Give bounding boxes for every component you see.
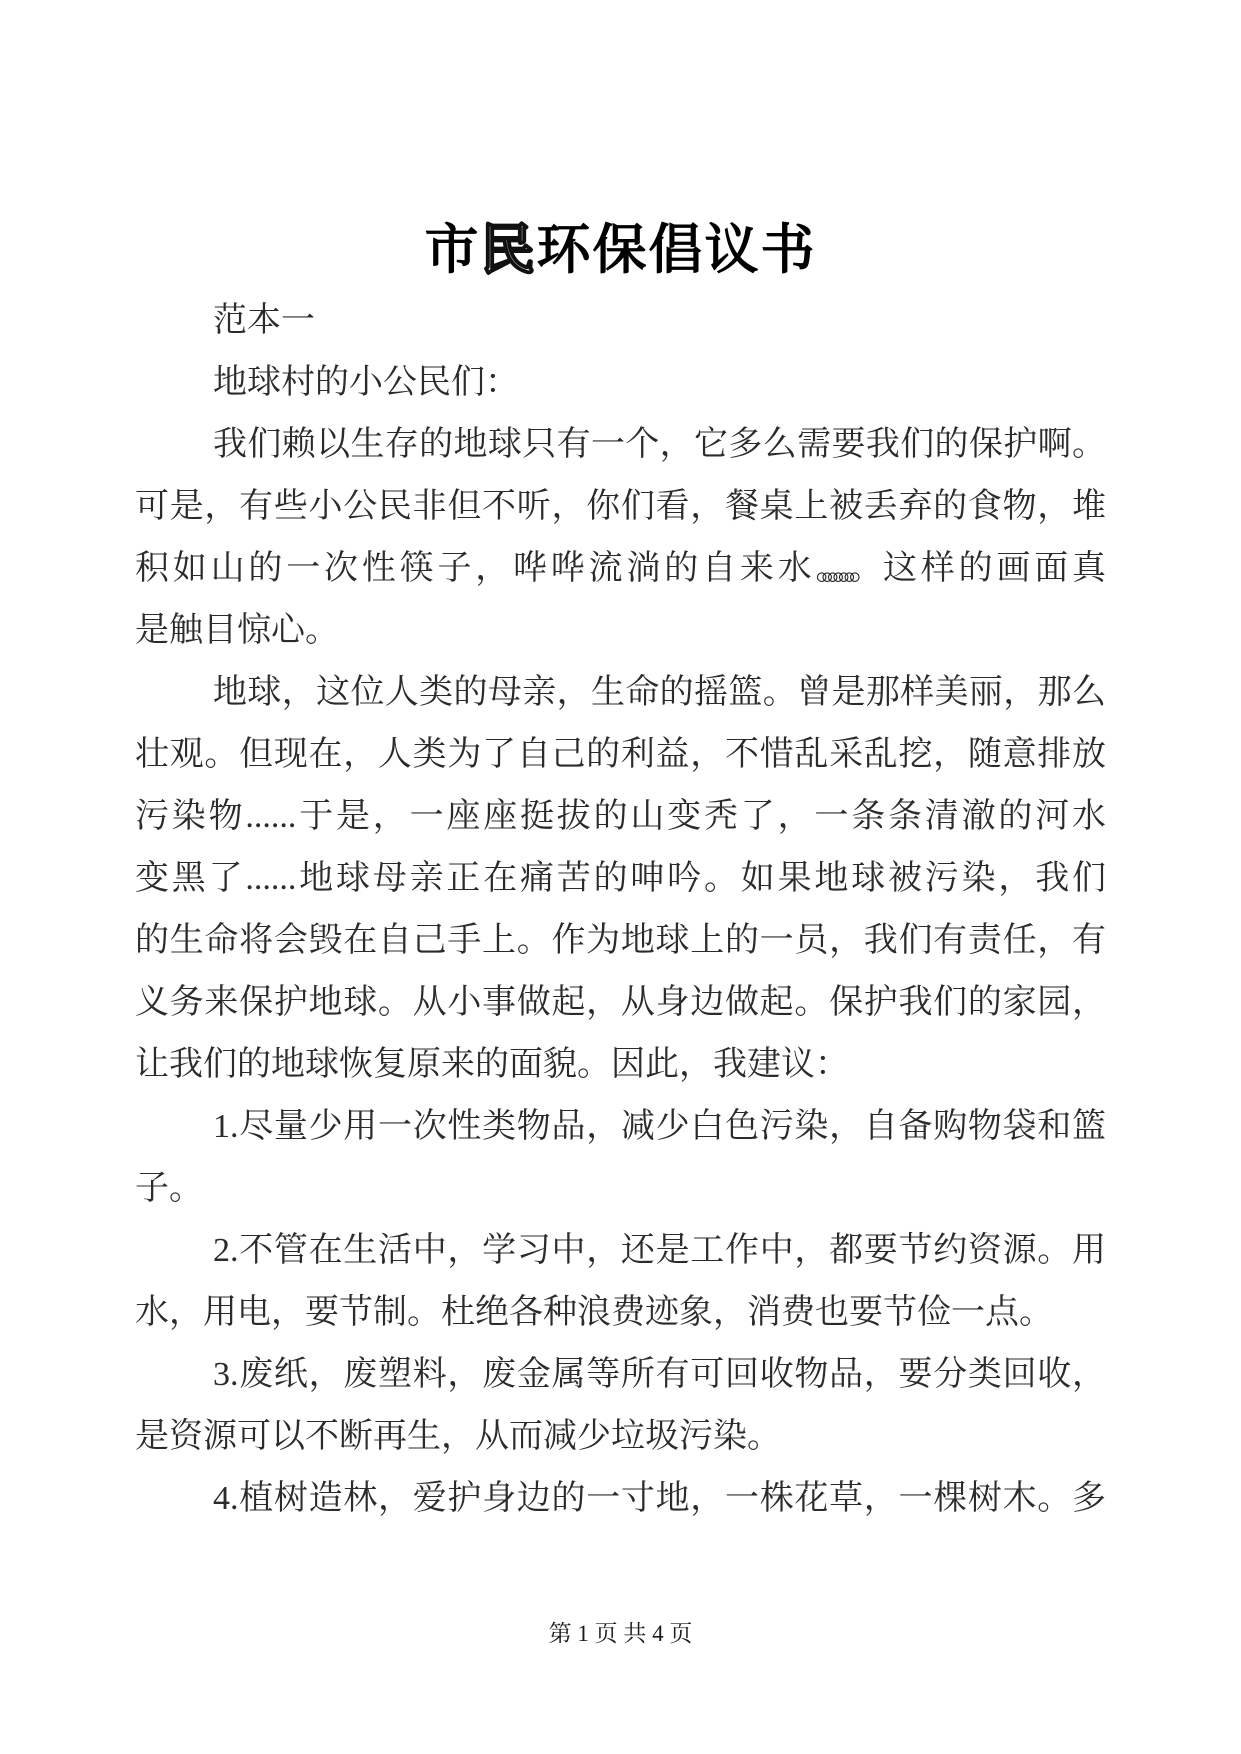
body-text: 4.植树造林，爱护身边的一寸地，一株花草，一棵树木。多: [213, 1480, 1106, 1517]
body-line: [135, 1034, 1106, 1096]
body-line: [135, 786, 1106, 848]
body-text: 变黑了......地球母亲正在痛苦的呻吟。如果地球被污染，我们: [135, 860, 1106, 897]
body-text: 义务来保护地球。从小事做起，从身边做起。保护我们的家园，: [135, 984, 1106, 1021]
body-text: 1.尽量少用一次性类物品，减少白色污染，自备购物袋和篮: [213, 1108, 1106, 1145]
body-text: 范本一: [213, 302, 315, 339]
body-line: [135, 724, 1106, 786]
body-text: 的生命将会毁在自己手上。作为地球上的一员，我们有责任，有: [135, 922, 1106, 959]
body-line: [135, 1344, 1106, 1406]
body-text: 3.废纸，废塑料，废金属等所有可回收物品，要分类回收，: [213, 1356, 1106, 1393]
body-text: 壮观。但现在，人类为了自己的利益，不惜乱采乱挖，随意排放: [135, 736, 1106, 773]
document-content: [135, 0, 1106, 1665]
body-line: [135, 414, 1106, 476]
body-line: [135, 600, 1106, 662]
body-line: [135, 290, 1106, 352]
body-text: 积如山的一次性筷子，哗哗流淌的自来水: [135, 550, 816, 587]
body-text: 可是，有些小公民非但不听，你们看，餐桌上被丢弃的食物，堆: [135, 488, 1106, 525]
ellipsis-circles: 。。。。。。。: [815, 550, 872, 587]
body-line: [135, 538, 1106, 600]
body-text: 地球，这位人类的母亲，生命的摇篮。曾是那样美丽，那么: [213, 674, 1106, 711]
body-line: [135, 1158, 1106, 1220]
title-text: 市: [424, 220, 481, 280]
body-line: [135, 910, 1106, 972]
body-text: 我们赖以生存的地球只有一个，它多么需要我们的保护啊。: [213, 426, 1106, 463]
body-line: [135, 848, 1106, 910]
body-text: 地球村的小公民们：: [213, 364, 519, 401]
body-text: 这样的画面真: [882, 550, 1107, 587]
body-line: [135, 1220, 1106, 1282]
body-text: 2.不管在生活中，学习中，还是工作中，都要节约资源。用: [213, 1232, 1106, 1269]
page-number-label: 第 1 页 共 4 页: [548, 1621, 693, 1646]
body-text: 水，用电，要节制。杜绝各种浪费迹象，消费也要节俭一点。: [135, 1294, 1053, 1331]
body-text: 是资源可以不断再生，从而减少垃圾污染。: [135, 1418, 781, 1455]
body-line: [135, 662, 1106, 724]
body-line: [135, 1282, 1106, 1344]
body-text: 子。: [135, 1170, 203, 1207]
body-line: [135, 476, 1106, 538]
body-text: 污染物......于是，一座座挺拔的山变秃了，一条条清澈的河水: [135, 798, 1106, 835]
title-text: 环保倡议书: [536, 220, 817, 280]
title-char-outline: 民: [480, 220, 537, 280]
page-footer: [135, 1603, 1106, 1665]
body-line: [135, 1468, 1106, 1530]
document-body: [135, 290, 1106, 1530]
body-line: [135, 972, 1106, 1034]
body-line: [135, 1406, 1106, 1468]
body-line: [135, 1096, 1106, 1158]
document-title: [135, 210, 1106, 290]
body-text: 是触目惊心。: [135, 612, 339, 649]
body-line: [135, 352, 1106, 414]
body-text: 让我们的地球恢复原来的面貌。因此，我建议：: [135, 1046, 849, 1083]
